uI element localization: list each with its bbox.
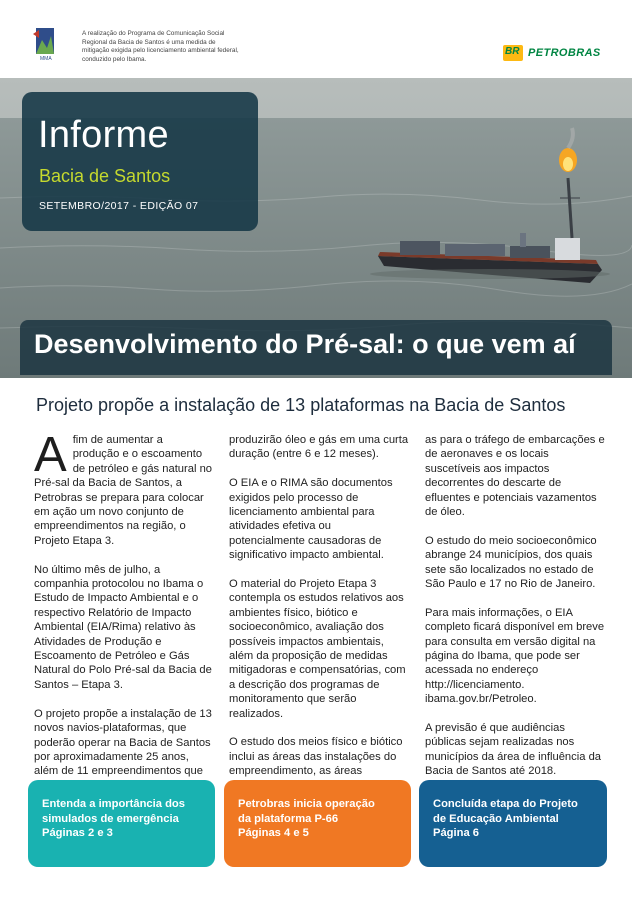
masthead-panel xyxy=(22,92,258,231)
headline-banner xyxy=(20,320,612,375)
card-title-line: de Educação Ambiental xyxy=(433,812,559,825)
mma-logo-icon xyxy=(30,28,76,62)
paragraph: Para mais informações, o EIA completo ficará disponível em breve para consulta em versão digital na página do Ibama, que pode ser acessada no endereço http://licenciamento. ibama.gov.br/Petroleo. xyxy=(425,606,605,706)
paragraph: A previsão é que audiências públicas sejam realizadas nos municípios da área de influência da Bacia de Santos até 2018. xyxy=(425,722,602,778)
br-badge-icon: BR xyxy=(503,45,523,61)
paragraph: O material do Projeto Etapa 3 contempla os estudos relativos aos ambientes físico, biótico e socioeconômico, avaliação dos possíveis impactos ambientais, além da proposição de medidas mitigadoras e compensatórias, com a descrição dos programas de monitoramento que serão realizados. xyxy=(229,578,406,720)
card-pages: Páginas 4 e 5 xyxy=(238,827,309,839)
article-column-3 xyxy=(425,433,607,793)
mma-logo-text: MMA xyxy=(40,56,52,62)
paragraph: O EIA e o RIMA são documentos exigidos pelo processo de licenciamento ambiental para atividades efetiva ou potencialmente causadoras de significativo impacto ambiental. xyxy=(229,477,393,562)
dropcap: A xyxy=(34,428,67,482)
card-title-line: simulados de emergência xyxy=(42,812,179,825)
card-pages: Página 6 xyxy=(433,827,480,839)
headline: Desenvolvimento do Pré-sal: o que vem aí xyxy=(34,329,576,359)
teaser-card-p66[interactable] xyxy=(224,780,411,867)
masthead-subtitle: Bacia de Santos xyxy=(39,166,171,186)
subheadline: Projeto propõe a instalação de 13 plataformas na Bacia de Santos xyxy=(36,395,566,415)
header xyxy=(0,0,632,78)
article-column-1 xyxy=(34,428,213,793)
paragraph: O projeto propõe a instalação de 13 novos navios-plataformas, que poderão operar na Bacia de Santos por aproximadamente 25 anos, além de 11 empreendimentos que xyxy=(34,707,212,778)
article-column-2 xyxy=(229,433,409,808)
card-title-line: da plataforma P-66 xyxy=(238,812,339,825)
petrobras-logo xyxy=(503,43,601,63)
petrobras-wordmark: PETROBRAS xyxy=(528,47,601,59)
paragraph: Afim de aumentar a produção e o escoamento de petróleo e gás natural no Pré-sal da Bacia de Santos, a Petrobras se prepara para colocar em ação um novo conjunto de empreendimentos na região, o Projeto Etapa 3. xyxy=(34,428,213,547)
masthead-title: Informe xyxy=(38,114,169,156)
paragraph: O estudo do meio socioeconômico abrange 24 municípios, dos quais sete são localizados no estado de São Paulo e 17 no Rio de Janeiro. xyxy=(425,534,597,591)
teaser-card-simulados[interactable] xyxy=(28,780,215,867)
paragraph: No último mês de julho, a companhia protocolou no Ibama o Estudo de Impacto Ambiental e o respectivo Relatório de Impacto Ambiental (EIA/Rima) relativo às Atividades de Produção e Escoamento de Petróleo e Gás Natural do Polo Pré-sal da Bacia de Santos – Etapa 3. xyxy=(34,563,212,691)
teaser-card-educacao[interactable] xyxy=(419,780,607,867)
paragraph: O estudo dos meios físico e biótico inclui as áreas das instalações do empreendimento, as áreas xyxy=(229,736,403,778)
paragraph: produzirão óleo e gás em uma curta duração (entre 6 e 12 meses). xyxy=(229,434,409,461)
card-title-line: Petrobras inicia operação xyxy=(238,798,375,810)
card-title-line: Concluída etapa do Projeto xyxy=(433,798,578,810)
program-disclaimer: A realização do Programa de Comunicação Social Regional da Bacia de Santos é uma medida de mitigação exigida pelo licenciamento ambiental federal, conduzido pelo Ibama. xyxy=(82,30,239,63)
card-title-line: Entenda a importância dos xyxy=(42,798,185,810)
paragraph: as para o tráfego de embarcações e de aeronaves e os locais suscetíveis aos impactos decorrentes do descarte de efluentes e potenciais vazamentos de óleo. xyxy=(425,434,605,519)
card-pages: Páginas 2 e 3 xyxy=(42,827,113,839)
edition-label: SETEMBRO/2017 - EDIÇÃO 07 xyxy=(39,200,199,212)
